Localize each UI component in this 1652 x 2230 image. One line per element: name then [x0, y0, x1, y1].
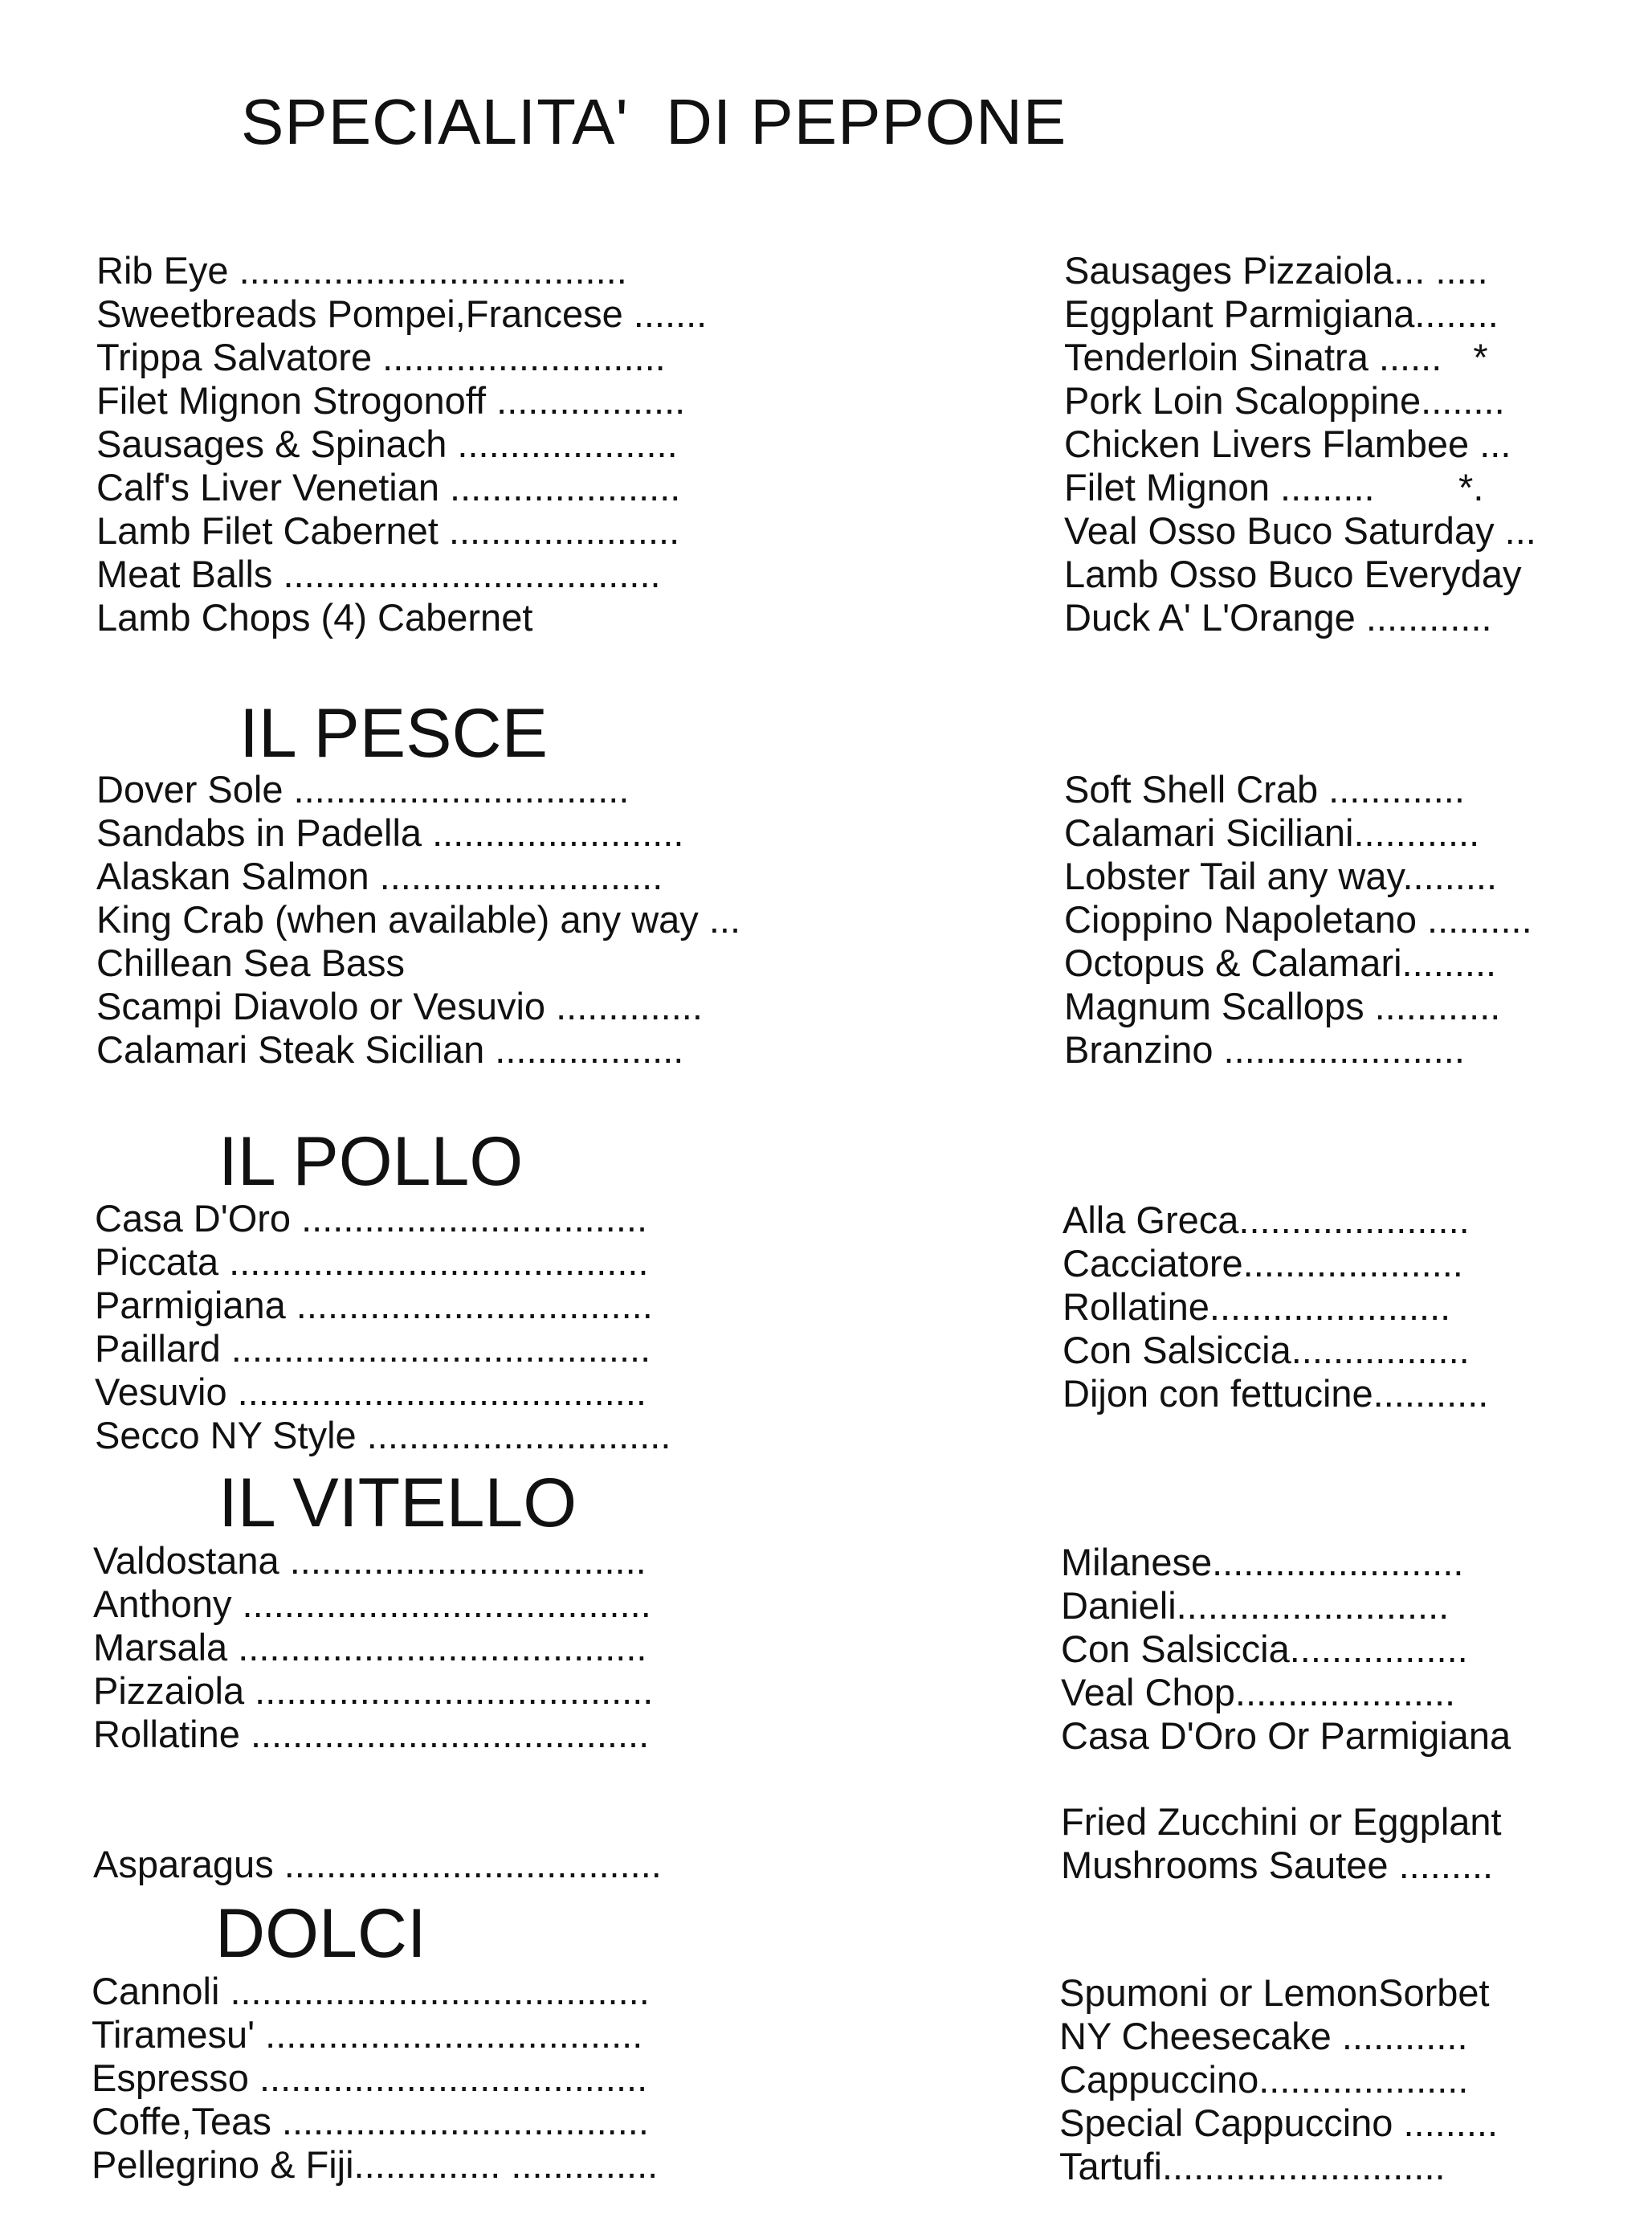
menu-item: Pork Loin Scaloppine........	[1064, 379, 1505, 422]
menu-item: Pizzaiola ......................................	[93, 1669, 654, 1712]
menu-item: Alaskan Salmon ...........................	[96, 855, 663, 897]
section-heading-dolci: DOLCI	[215, 1895, 426, 1972]
menu-item: Rib Eye .....................................	[96, 249, 627, 292]
menu-item: Marsala .......................................	[93, 1626, 647, 1668]
menu-item: Calamari Steak Sicilian ..................	[96, 1028, 684, 1071]
menu-item: Con Salsiccia.................	[1063, 1329, 1470, 1371]
menu-item: Espresso .....................................	[92, 2056, 648, 2099]
menu-title: SPECIALITA' DI PEPPONE	[241, 86, 1067, 157]
menu-item: Sausages & Spinach .....................	[96, 423, 678, 465]
menu-item: Filet Mignon ......... *.	[1064, 466, 1484, 508]
menu-item: Mushrooms Sautee .........	[1061, 1844, 1494, 1886]
menu-item: Chicken Livers Flambee ...	[1064, 423, 1511, 465]
section-heading-pesce: IL PESCE	[239, 695, 548, 772]
menu-item: Calf's Liver Venetian ......................	[96, 466, 681, 508]
menu-item: Fried Zucchini or Eggplant	[1061, 1800, 1502, 1843]
menu-item: Casa D'Oro .................................	[95, 1197, 648, 1240]
menu-item: Milanese........................	[1061, 1541, 1464, 1583]
menu-item: Sweetbreads Pompei,Francese .......	[96, 292, 708, 335]
menu-item: Con Salsiccia.................	[1061, 1628, 1468, 1670]
menu-item: Tiramesu' ....................................	[92, 2013, 643, 2056]
menu-item: Pellegrino & Fiji.............. ..............	[92, 2143, 659, 2186]
menu-item: Piccata ........................................	[95, 1240, 649, 1283]
menu-item: Veal Chop.....................	[1061, 1671, 1456, 1713]
menu-item: Filet Mignon Strogonoff ..................	[96, 379, 686, 422]
menu-item: Cacciatore.....................	[1063, 1242, 1463, 1284]
menu-item: Alla Greca......................	[1063, 1199, 1470, 1241]
menu-item: Sausages Pizzaiola... .....	[1064, 249, 1488, 292]
menu-item: Calamari Siciliani............	[1064, 811, 1480, 854]
section-heading-pollo: IL POLLO	[218, 1123, 524, 1200]
menu-item: Magnum Scallops ............	[1064, 985, 1501, 1027]
menu-item: Branzino .......................	[1064, 1028, 1465, 1071]
menu-item: Special Cappuccino .........	[1059, 2101, 1499, 2144]
menu-item: Coffe,Teas ...................................	[92, 2100, 649, 2142]
menu-item: Parmigiana ..................................	[95, 1284, 653, 1326]
menu-item: Casa D'Oro Or Parmigiana	[1061, 1714, 1511, 1757]
menu-item: Sandabs in Padella ........................	[96, 811, 684, 854]
menu-item: Dijon con fettucine...........	[1063, 1372, 1489, 1415]
menu-item: Lamb Chops (4) Cabernet	[96, 596, 533, 639]
menu-item: Scampi Diavolo or Vesuvio ..............	[96, 985, 703, 1027]
menu-item: Tenderloin Sinatra ...... *	[1064, 336, 1488, 378]
menu-item: Cannoli ........................................	[92, 1970, 650, 2012]
menu-item: Rollatine.......................	[1063, 1285, 1451, 1328]
menu-item: Octopus & Calamari.........	[1064, 941, 1497, 984]
menu-item: King Crab (when available) any way ...	[96, 898, 741, 941]
menu-item: Lobster Tail any way.........	[1064, 855, 1498, 897]
menu-item: Chillean Sea Bass	[96, 941, 406, 984]
section-heading-vitello: IL VITELLO	[218, 1464, 577, 1542]
menu-item: Paillard ........................................	[95, 1327, 651, 1370]
menu-item: Lamb Filet Cabernet ......................	[96, 509, 680, 552]
menu-item: Rollatine ......................................	[93, 1713, 650, 1755]
menu-item: Eggplant Parmigiana........	[1064, 292, 1499, 335]
menu-item: Duck A' L'Orange ............	[1064, 596, 1492, 639]
menu-item: Spumoni or LemonSorbet	[1059, 1971, 1490, 2014]
menu-item: Trippa Salvatore ...........................	[96, 336, 666, 378]
menu-item: Secco NY Style .............................	[95, 1414, 671, 1456]
menu-item: NY Cheesecake ............	[1059, 2015, 1468, 2057]
menu-item: Danieli..........................	[1061, 1584, 1450, 1627]
menu-item: Dover Sole ................................	[96, 768, 630, 811]
menu-item: Asparagus ....................................	[93, 1843, 662, 1885]
menu-item: Valdostana ..................................	[93, 1539, 647, 1582]
menu-item: Lamb Osso Buco Everyday	[1064, 553, 1522, 595]
menu-item: Cappuccino....................	[1059, 2058, 1469, 2101]
menu-item: Vesuvio .......................................	[95, 1370, 647, 1413]
menu-item: Tartufi...........................	[1059, 2145, 1446, 2187]
menu-item: Meat Balls ....................................	[96, 553, 661, 595]
menu-item: Cioppino Napoletano ..........	[1064, 898, 1532, 941]
menu-item: Anthony .......................................	[93, 1583, 651, 1625]
menu-item: Veal Osso Buco Saturday ...	[1064, 509, 1536, 552]
menu-item: Soft Shell Crab .............	[1064, 768, 1465, 811]
